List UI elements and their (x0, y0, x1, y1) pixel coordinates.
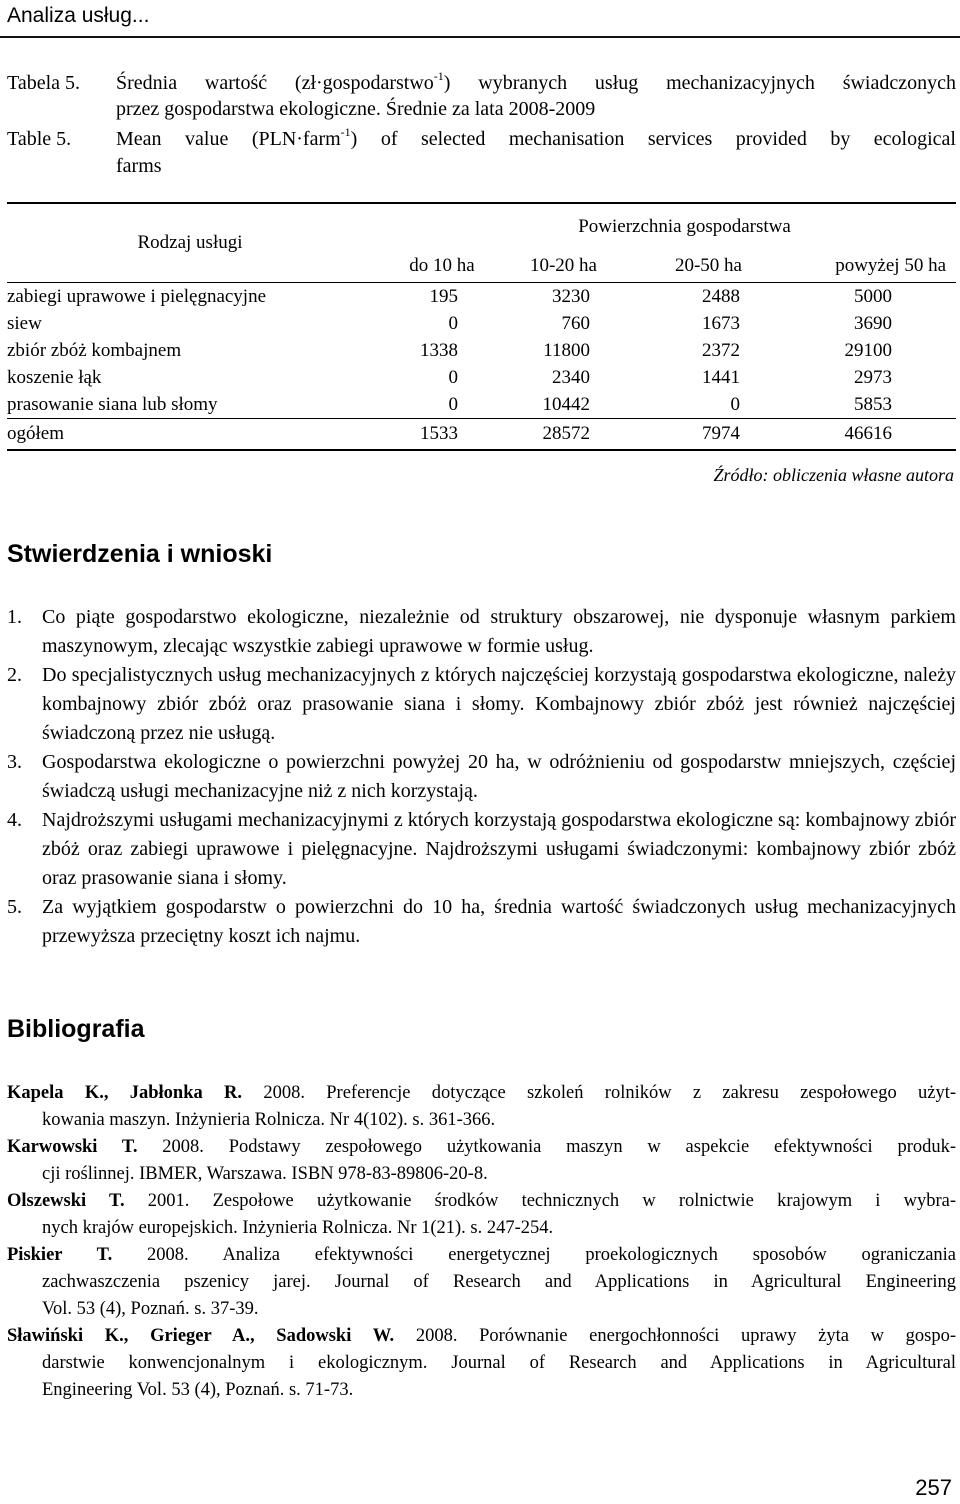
list-item (7, 603, 956, 661)
ref-first-line (7, 1323, 956, 1350)
ref-continuation: nych krajów europejskich. Inżynieria Rolnicza. Nr 1(21). s. 247-254. (42, 1218, 554, 1238)
table-row (7, 364, 956, 391)
conclusions-list (7, 603, 956, 951)
table-row (7, 337, 956, 364)
cell: 195 (429, 286, 458, 307)
cell: 2488 (702, 286, 740, 307)
titlebar-divider (0, 36, 960, 38)
item-number: 5. (7, 896, 22, 918)
caption-pl-line1-a: Średnia wartość (zł·gospodarstwo (116, 72, 434, 94)
row-label: zbiór zbóż kombajnem (7, 340, 182, 361)
list-item (7, 893, 956, 951)
cell: 0 (636, 391, 781, 419)
total-cell: 28572 (491, 419, 636, 451)
ref-continuation: Vol. 53 (4), Poznań. s. 37-39. (42, 1299, 259, 1319)
ref-continuation: Engineering Vol. 53 (4), Poznań. s. 71-73. (42, 1380, 354, 1400)
row-label: zabiegi uprawowe i pielęgnacyjne (7, 286, 267, 307)
caption-pl-line1-b: ) wybranych usług mechanizacyjnych świadczonych (443, 72, 956, 94)
item-number: 2. (7, 664, 22, 686)
caption-label-en: Table 5. (7, 128, 72, 150)
caption-pl-line1 (116, 70, 956, 97)
cell: 760 (561, 313, 590, 334)
ref-year: 2008. (162, 1137, 204, 1157)
ref-year: 2008. (147, 1245, 189, 1265)
reference-item (7, 1242, 956, 1323)
ref-year: 2001. (147, 1191, 190, 1211)
caption-pl-line2: przez gospodarstwa ekologiczne. Średnie za lata 2008-2009 (116, 98, 596, 120)
ref-title: Preferencje dotyczące szkoleń rolników z zakresu zespołowego użyt- (326, 1083, 957, 1103)
caption-pl-sup: -1 (433, 69, 444, 83)
caption-en-line1-b: ) of selected mechanisation services provided by ecological (350, 128, 956, 150)
header-farm-area: Powierzchnia gospodarstwa (373, 203, 956, 250)
ref-year: 2008. (415, 1326, 458, 1346)
table-header-row (7, 203, 956, 250)
row-label: siew (7, 313, 42, 334)
ref-continuation: cji roślinnej. IBMER, Warszawa. ISBN 978-83-89806-20-8. (42, 1164, 488, 1184)
table-row (7, 283, 956, 311)
ref-first-line (7, 1188, 956, 1215)
reference-item (7, 1323, 956, 1404)
caption-en-line1 (116, 126, 956, 153)
services-table (7, 202, 956, 451)
col-header-4: powyżej 50 ha (781, 250, 956, 283)
cell: 5853 (781, 391, 956, 419)
total-cell: 46616 (781, 419, 956, 451)
header-service-type: Rodzaj usługi (7, 203, 373, 283)
list-item (7, 806, 956, 893)
item-number: 4. (7, 809, 22, 831)
page-number: 257 (915, 1475, 952, 1500)
caption-label-pl: Tabela 5. (7, 72, 81, 94)
cell: 2340 (552, 367, 590, 388)
list-item (7, 661, 956, 748)
cell: 29100 (844, 340, 893, 361)
reference-item (7, 1080, 956, 1134)
cell: 1441 (702, 367, 740, 388)
ref-year: 2008. (263, 1083, 305, 1103)
bibliography-heading: Bibliografia (7, 1015, 145, 1043)
cell: 0 (373, 391, 491, 419)
row-label: prasowanie siana lub słomy (7, 391, 373, 419)
ref-authors: Piskier T. (7, 1245, 113, 1265)
cell: 1673 (702, 313, 740, 334)
table-row (7, 310, 956, 337)
row-label: koszenie łąk (7, 367, 102, 388)
item-number: 3. (7, 751, 22, 773)
cell: 5000 (854, 286, 893, 307)
cell: 0 (448, 367, 458, 388)
ref-continuation: darstwie konwencjonalnym i ekologicznym. Journal of Research and Applications in Agricultural (42, 1353, 956, 1373)
table-source-note: Źródło: obliczenia własne autora (713, 465, 954, 485)
col-header-3: 20-50 ha (636, 250, 781, 283)
cell: 2372 (702, 340, 740, 361)
ref-first-line (7, 1242, 956, 1269)
item-number: 1. (7, 606, 22, 628)
ref-authors: Kapela K., Jabłonka R. (7, 1083, 243, 1103)
item-text: Gospodarstwa ekologiczne o powierzchni powyżej 20 ha, w odróżnieniu od gospodarstw mniejszych, częściej świadczą usługi mechanizacyjne niż z nich korzystają. (42, 751, 956, 802)
list-item (7, 748, 956, 806)
reference-item (7, 1134, 956, 1188)
ref-first-line (7, 1080, 956, 1107)
caption-en-line1-a: Mean value (PLN·farm (116, 128, 341, 150)
total-cell: 7974 (636, 419, 781, 451)
table-total-row (7, 419, 956, 451)
item-text: Do specjalistycznych usług mechanizacyjnych z których najczęściej korzystają gospodarstwa ekologiczne, należy kombajnowy zbiór zbóż oraz prasowanie siana i słomy. Kombajnowy zbiór zbóż jest również najczęściej świadczoną przez nie usługą. (42, 664, 956, 744)
ref-continuation: kowania maszyn. Inżynieria Rolnicza. Nr 4(102). s. 361-366. (42, 1110, 496, 1130)
window-title: Analiza usług... (7, 4, 150, 27)
cell: 10442 (491, 391, 636, 419)
table-row (7, 391, 956, 419)
cell: 0 (448, 313, 458, 334)
item-text: Co piąte gospodarstwo ekologiczne, niezależnie od struktury obszarowej, nie dysponuje własnym parkiem maszynowym, zlecając wszystkie zabiegi uprawowe w formie usług. (42, 606, 956, 657)
bibliography-list (7, 1080, 956, 1404)
ref-first-line (7, 1134, 956, 1161)
ref-title: Podstawy zespołowego użytkowania maszyn w aspekcie efektywności produk- (228, 1137, 957, 1157)
total-label: ogółem (7, 419, 373, 451)
window-titlebar (0, 0, 960, 40)
ref-title: Analiza efektywności energetycznej proekologicznych sposobów ograniczania (222, 1245, 957, 1265)
ref-continuation: zachwaszczenia pszenicy jarej. Journal of Research and Applications in Agricultural Engineering (42, 1272, 956, 1292)
col-header-1: do 10 ha (373, 250, 491, 283)
ref-title: Zespołowe użytkowanie środków technicznych w rolnictwie krajowym i wybra- (212, 1191, 956, 1211)
cell: 3690 (854, 313, 893, 334)
cell: 2973 (854, 367, 893, 388)
ref-authors: Sławiński K., Grieger A., Sadowski W. (7, 1326, 395, 1346)
ref-authors: Karwowski T. (7, 1137, 138, 1157)
item-text: Najdroższymi usługami mechanizacyjnymi z których korzystają gospodarstwa ekologiczne są: kombajnowy zbiór zbóż oraz zabiegi uprawowe i pielęgnacyjne. Najdroższymi usługami świadczonymi: kombajnowy zbiór zbóż oraz prasowanie siana i słomy. (42, 809, 956, 889)
reference-item (7, 1188, 956, 1242)
cell: 1338 (420, 340, 458, 361)
cell: 11800 (543, 340, 590, 361)
caption-en-line2: farms (116, 155, 162, 177)
ref-title: Porównanie energochłonności uprawy żyta w gospo- (479, 1326, 956, 1346)
col-header-2: 10-20 ha (491, 250, 636, 283)
ref-authors: Olszewski T. (7, 1191, 125, 1211)
conclusions-heading: Stwierdzenia i wnioski (7, 540, 273, 568)
item-text: Za wyjątkiem gospodarstw o powierzchni do 10 ha, średnia wartość świadczonych usług mechanizacyjnych przewyższa przeciętny koszt ich najmu. (42, 896, 956, 947)
total-cell: 1533 (373, 419, 491, 451)
cell: 3230 (552, 286, 590, 307)
caption-en-sup: -1 (340, 125, 351, 139)
